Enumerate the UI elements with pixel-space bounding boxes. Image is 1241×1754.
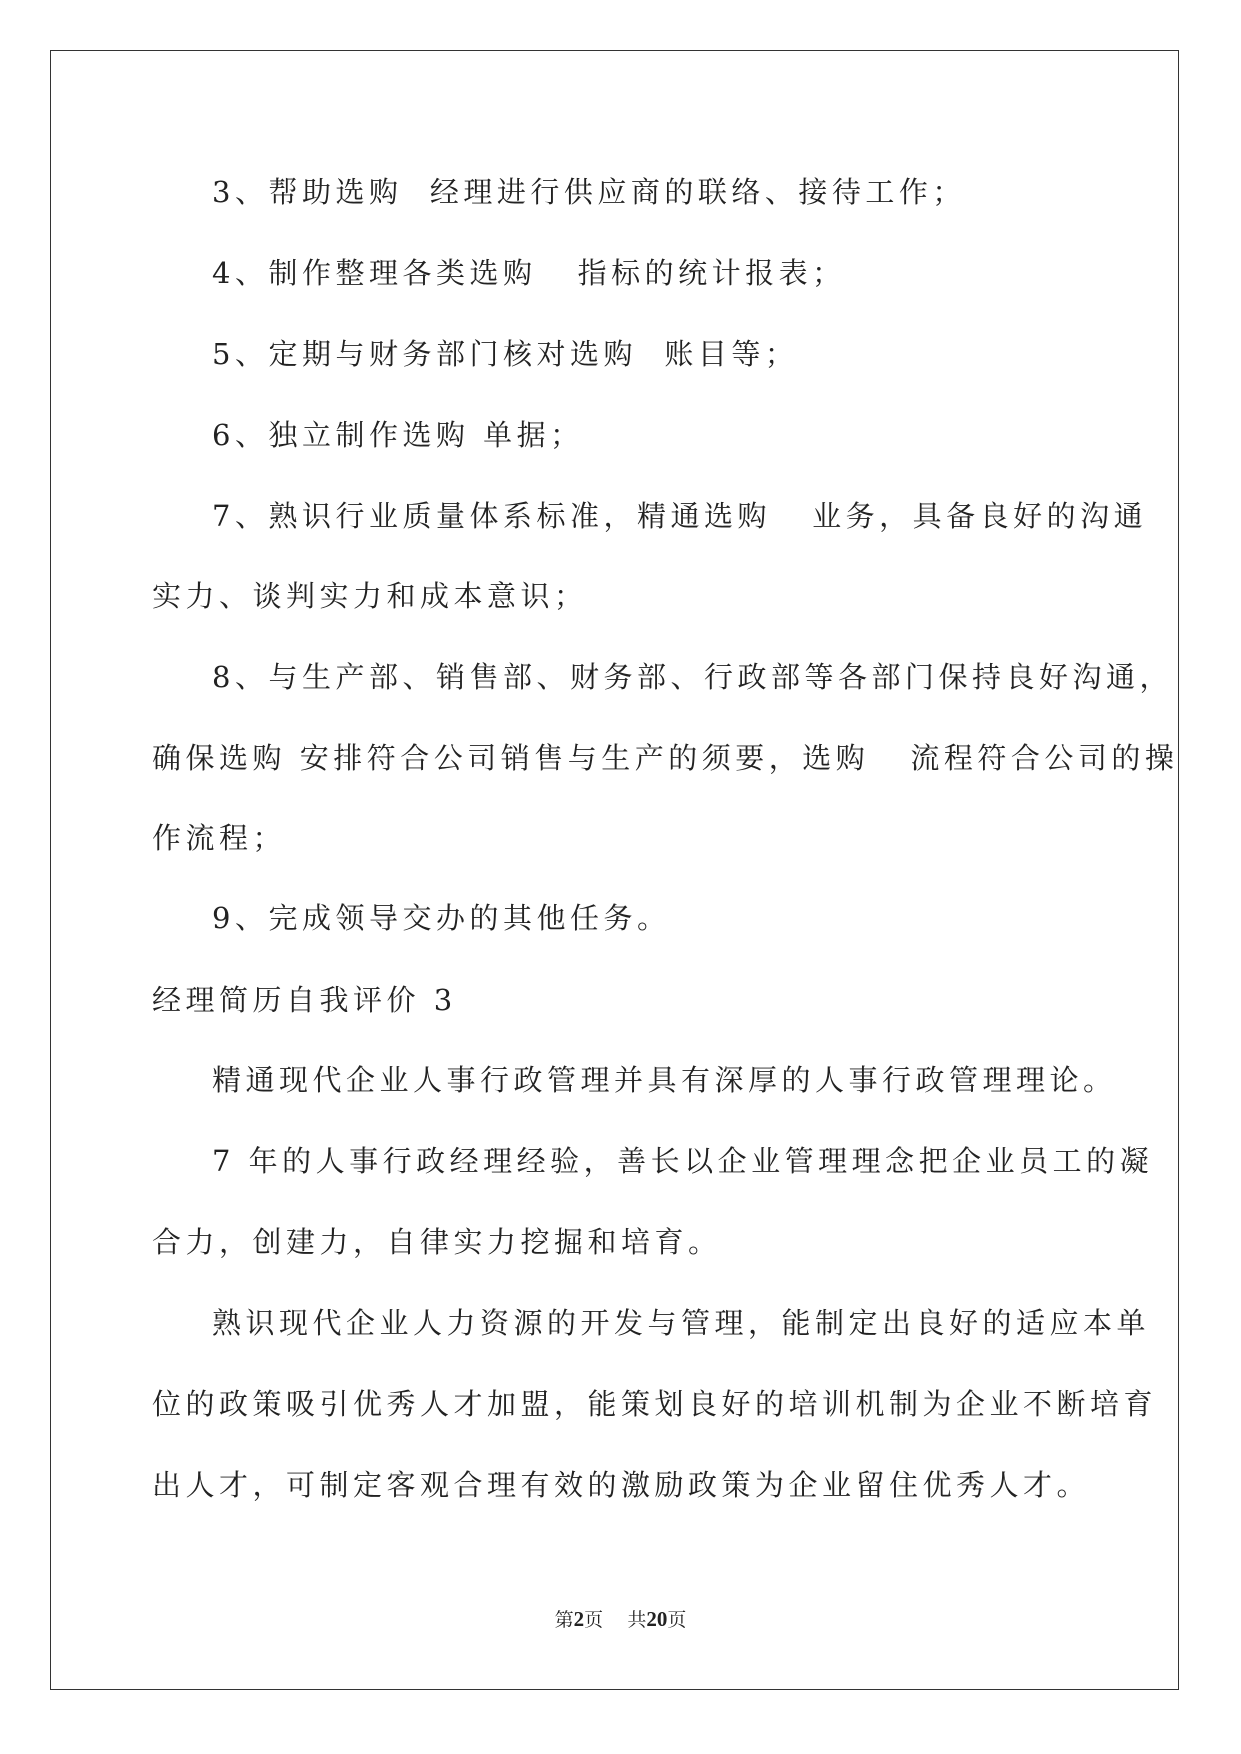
paragraph-line: 实力、谈判实力和成本意识； bbox=[152, 579, 588, 613]
footer-total-prefix: 共 bbox=[627, 1609, 647, 1631]
paragraph-line: 合力，创建力，自律实力挖掘和培育。 bbox=[152, 1225, 722, 1259]
footer-page-suffix: 页 bbox=[584, 1609, 604, 1631]
list-item: 8、与生产部、销售部、财务部、行政部等各部门保持良好沟通， bbox=[212, 660, 1173, 694]
total-pages: 20 bbox=[646, 1607, 668, 1631]
paragraph-line: 位的政策吸引优秀人才加盟，能策划良好的培训机制为企业不断培育 bbox=[152, 1387, 1158, 1421]
paragraph-line: 作流程； bbox=[152, 821, 287, 855]
paragraph-line: 熟识现代企业人力资源的开发与管理，能制定出良好的适应本单 bbox=[212, 1306, 1151, 1340]
list-item: 3、帮助选购 经理进行供应商的联络、接待工作； bbox=[212, 175, 966, 209]
list-item: 4、制作整理各类选购 指标的统计报表； bbox=[212, 256, 846, 290]
paragraph-line: 确保选购 安排符合公司销售与生产的须要，选购 流程符合公司的操 bbox=[152, 741, 1179, 775]
paragraph-line: 出人才，可制定客观合理有效的激励政策为企业留住优秀人才。 bbox=[152, 1468, 1091, 1502]
paragraph-line: 7 年的人事行政经理经验，善长以企业管理理念把企业员工的凝 bbox=[212, 1144, 1154, 1178]
page-number: 2 bbox=[573, 1607, 585, 1631]
list-item: 7、熟识行业质量体系标准，精通选购 业务，具备良好的沟通 bbox=[212, 499, 1148, 533]
page-footer bbox=[0, 1605, 1241, 1632]
list-item: 6、独立制作选购 单据； bbox=[212, 418, 584, 452]
page-border bbox=[50, 50, 1179, 1690]
section-heading: 经理简历自我评价 3 bbox=[152, 983, 457, 1017]
list-item: 5、定期与财务部门核对选购 账目等； bbox=[212, 337, 799, 371]
paragraph-line: 精通现代企业人事行政管理并具有深厚的人事行政管理理论。 bbox=[212, 1063, 1117, 1097]
footer-total-suffix: 页 bbox=[667, 1609, 687, 1631]
list-item: 9、完成领导交办的其他任务。 bbox=[212, 901, 671, 935]
footer-prefix: 第 bbox=[554, 1609, 574, 1631]
